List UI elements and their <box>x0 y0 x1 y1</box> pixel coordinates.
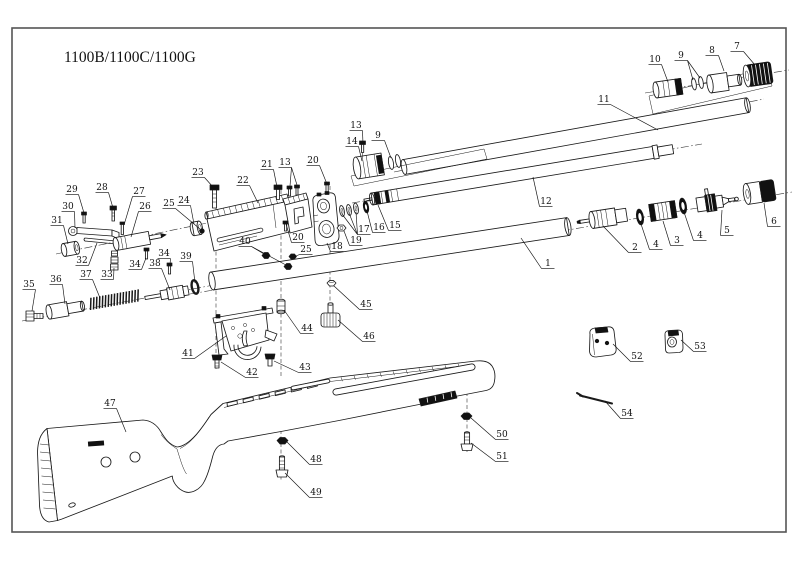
svg-text:24: 24 <box>178 196 190 206</box>
svg-text:34: 34 <box>129 260 141 270</box>
svg-text:48: 48 <box>310 455 322 465</box>
svg-text:54: 54 <box>621 409 633 419</box>
part-13-screws <box>287 185 300 196</box>
part-7-cap <box>742 62 773 88</box>
diagram-title: 1100B/1100C/1100G <box>64 49 196 66</box>
part-label-28 <box>96 183 114 208</box>
part-label-17 <box>342 212 371 235</box>
centerlines <box>22 70 792 480</box>
svg-text:40: 40 <box>239 237 251 247</box>
svg-text:23: 23 <box>192 168 204 178</box>
svg-text:32: 32 <box>76 256 88 266</box>
part-label-44 <box>284 310 314 334</box>
part-27-pin <box>120 222 125 235</box>
part-30-bolt-handle <box>69 227 120 240</box>
part-5-valve <box>696 189 740 214</box>
svg-text:36: 36 <box>50 275 62 285</box>
part-26-bolt-body <box>112 228 167 251</box>
svg-text:25: 25 <box>300 245 312 255</box>
svg-text:26: 26 <box>139 202 151 212</box>
part-9-washer <box>698 76 704 89</box>
svg-text:52: 52 <box>631 352 643 362</box>
part-label-24 <box>178 196 195 224</box>
part-9-washer <box>691 78 697 91</box>
part-label-2 <box>603 226 642 253</box>
part-label-16 <box>367 211 386 233</box>
svg-text:1: 1 <box>545 259 551 269</box>
part-label-3 <box>663 221 684 246</box>
part-47-stock <box>38 361 495 522</box>
part-label-46 <box>338 320 376 342</box>
svg-text:17: 17 <box>358 225 370 235</box>
part-label-42 <box>221 362 259 378</box>
part-48-nut <box>277 438 288 445</box>
part-28-screw <box>110 206 117 221</box>
part-label-23 <box>192 168 214 187</box>
part-50-nut <box>461 413 472 420</box>
svg-text:39: 39 <box>180 252 192 262</box>
svg-text:38: 38 <box>149 259 161 269</box>
svg-text:41: 41 <box>182 349 194 359</box>
part-label-50 <box>471 418 509 440</box>
svg-text:49: 49 <box>310 488 322 498</box>
part-38-hammer <box>144 284 189 303</box>
part-4-seal <box>635 209 644 226</box>
part-label-4 <box>684 212 707 241</box>
part-label-53 <box>681 340 707 352</box>
part-label-22 <box>237 176 259 203</box>
part-46-thumb-knob <box>321 303 340 327</box>
svg-text:31: 31 <box>51 216 63 226</box>
part-44-bushing <box>277 299 285 314</box>
part-4-seal <box>678 198 687 215</box>
svg-text:15: 15 <box>389 221 401 231</box>
part-54-allen-key <box>577 393 612 404</box>
svg-text:51: 51 <box>496 452 508 462</box>
svg-text:20: 20 <box>292 233 304 243</box>
svg-text:2: 2 <box>632 243 638 253</box>
part-label-40 <box>239 237 287 265</box>
part-29-pin <box>82 212 87 223</box>
svg-text:44: 44 <box>301 324 313 334</box>
part-9-washer <box>388 156 395 170</box>
part-6-end-cap <box>742 179 776 205</box>
part-25-ball <box>200 229 205 234</box>
part-45-nut <box>327 280 336 286</box>
part-41-trigger-group <box>213 307 277 360</box>
part-label-52 <box>613 344 644 362</box>
part-label-33 <box>101 268 115 280</box>
part-label-35 <box>23 280 36 311</box>
part-label-34 <box>129 258 147 270</box>
part-36-spring-guide <box>45 299 86 320</box>
part-label-43 <box>274 361 312 373</box>
part-label-1 <box>521 238 555 269</box>
svg-text:33: 33 <box>101 270 113 280</box>
part-53-band-clamp <box>665 330 683 353</box>
part-19-nut <box>337 225 346 231</box>
part-33-detent-stack <box>111 251 119 270</box>
svg-text:22: 22 <box>237 176 249 186</box>
svg-text:14: 14 <box>346 137 358 147</box>
svg-text:9: 9 <box>375 131 381 141</box>
svg-text:47: 47 <box>104 399 116 409</box>
svg-text:37: 37 <box>80 270 92 280</box>
svg-text:12: 12 <box>540 197 552 207</box>
part-label-36 <box>50 275 66 304</box>
part-24-bushing <box>189 221 203 237</box>
svg-text:29: 29 <box>66 185 78 195</box>
svg-text:28: 28 <box>96 183 108 193</box>
svg-text:43: 43 <box>299 363 311 373</box>
part-42-screw <box>212 355 222 368</box>
part-51-screw <box>461 432 473 451</box>
part-label-6 <box>764 203 781 227</box>
part-label-31 <box>51 216 69 244</box>
part-label-8 <box>706 46 725 71</box>
svg-text:8: 8 <box>709 46 715 56</box>
svg-text:42: 42 <box>246 368 258 378</box>
svg-text:3: 3 <box>674 236 680 246</box>
part-label-12 <box>533 177 553 207</box>
part-label-25 <box>294 245 313 257</box>
svg-text:27: 27 <box>133 187 145 197</box>
part-37-hammer-spring <box>88 289 140 310</box>
svg-text:20: 20 <box>307 156 319 166</box>
svg-text:46: 46 <box>363 332 375 342</box>
part-9-washer <box>395 154 402 168</box>
part-label-20 <box>307 156 328 184</box>
part-label-48 <box>287 442 323 465</box>
svg-text:6: 6 <box>771 217 777 227</box>
part-label-51 <box>471 443 509 462</box>
part-16-washer <box>362 201 369 214</box>
svg-text:16: 16 <box>373 223 385 233</box>
svg-text:5: 5 <box>724 226 730 236</box>
svg-text:4: 4 <box>653 240 659 250</box>
part-label-49 <box>285 473 323 498</box>
svg-text:35: 35 <box>23 280 35 290</box>
part-23-screw <box>210 185 219 208</box>
part-label-45 <box>334 286 373 310</box>
part-35-end-plug <box>26 311 43 321</box>
part-3-spacer <box>649 201 677 222</box>
part-label-37 <box>80 270 101 298</box>
svg-text:50: 50 <box>496 430 508 440</box>
part-label-4 <box>641 224 663 250</box>
svg-text:25: 25 <box>163 199 175 209</box>
svg-text:53: 53 <box>694 342 706 352</box>
part-label-5 <box>721 210 734 236</box>
svg-text:18: 18 <box>331 242 343 252</box>
svg-text:7: 7 <box>734 42 740 52</box>
part-label-39 <box>180 252 196 283</box>
svg-text:13: 13 <box>350 121 362 131</box>
part-31-bolt-sleeve <box>60 241 80 257</box>
part-label-10 <box>649 55 669 82</box>
svg-text:45: 45 <box>360 300 372 310</box>
svg-text:30: 30 <box>62 202 74 212</box>
part-label-30 <box>62 202 76 228</box>
svg-text:10: 10 <box>649 55 661 65</box>
svg-text:4: 4 <box>697 231 703 241</box>
part-18-breech-block <box>313 192 339 246</box>
svg-text:19: 19 <box>350 236 362 246</box>
svg-text:9: 9 <box>678 51 684 61</box>
svg-text:13: 13 <box>279 158 291 168</box>
part-8-plug <box>706 71 743 94</box>
svg-text:34: 34 <box>158 249 170 259</box>
part-label-21 <box>261 160 278 187</box>
svg-text:21: 21 <box>261 160 273 170</box>
part-52-barrel-band <box>590 327 617 357</box>
part-43-screw <box>265 354 275 366</box>
part-label-9 <box>675 51 701 80</box>
part-label-13 <box>279 158 298 186</box>
part-label-7 <box>731 42 756 65</box>
svg-text:11: 11 <box>598 95 610 105</box>
